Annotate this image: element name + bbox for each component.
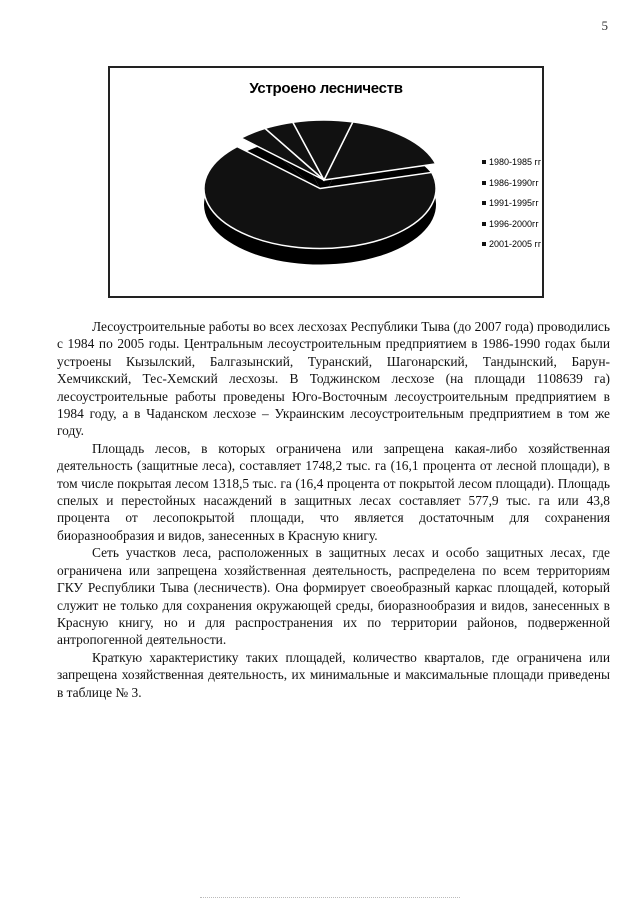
legend-item [482,173,541,194]
legend-swatch [482,222,486,226]
legend-item [482,193,541,214]
pie-chart-svg [110,68,542,296]
paragraph: Сеть участков леса, расположенных в защитных лесах и особо защитных лесах, где ограничена или запрещена хозяйственная деятельность, распределена по всем территориям ГКУ Республики Тыва (лесничеств). Она формирует своеобразный каркас площадей, который служит не только для сохранения окружающей среды, биоразнообразия и видов, занесенных в Красную книгу, но и для распространения их по территории районов, подверженной антропогенной деятельности. [57,545,610,648]
legend-swatch [482,181,486,185]
legend-item [482,234,541,255]
page-number: 5 [601,18,608,33]
pie-chart [108,66,544,298]
legend-item [482,152,541,173]
legend-swatch [482,242,486,246]
paragraph: Краткую характеристику таких площадей, количество кварталов, где ограничена или запрещена хозяйственная деятельность, их минимальные и максимальные площади приведены в таблице № 3. [57,649,610,700]
paragraph: Площадь лесов, в которых ограничена или запрещена какая-либо хозяйственная деятельность (защитные леса), составляет 1748,2 тыс. га (16,1 процента от лесной площади), в том числе покрытая лесом 1318,5 тыс. га (16,4 процента от покрытой лесом площади). Площадь спелых и перестойных насаждений в защитных лесах составляет 577,9 тыс. га или 43,8 процента от лесопокрытой площади, что является достаточным для сохранения биоразнообразия и видов, занесенных в Красную книгу. [57,440,610,543]
legend-label: 1986-1990гг [489,177,539,188]
legend-label: 1991-1995гг [489,198,539,209]
legend-label: 1980-1985 гг [489,157,542,168]
legend-label: 2001-2005 гг [489,239,542,250]
legend-item [482,214,541,235]
legend-swatch [482,160,486,164]
legend-label: 1996-2000гг [489,218,539,229]
paragraph: Лесоустроительные работы во всех лесхозах Республики Тыва (до 2007 года) проводились с 1984 по 2005 годы. Центральным лесоустроительным предприятием в 1986-1990 годах были устроены Кызылский, Балгазынский, Туранский, Шагонарский, Тандынский, Барун-Хемчикский, Тес-Хемский лесхозы. В Тоджинском лесхозе (на площади 1108639 га) лесоустроительные работы проведены Юго-Восточным лесоустроительным предприятием в 1984 году, а в Чаданском лесхозе – Украинским лесоустроительным предприятием в том же году. [57,319,610,439]
chart-legend [482,152,541,255]
chart-title: Устроено лесничеств [249,80,403,97]
body-text [57,318,610,701]
scan-artifact [200,897,460,902]
legend-swatch [482,201,486,205]
